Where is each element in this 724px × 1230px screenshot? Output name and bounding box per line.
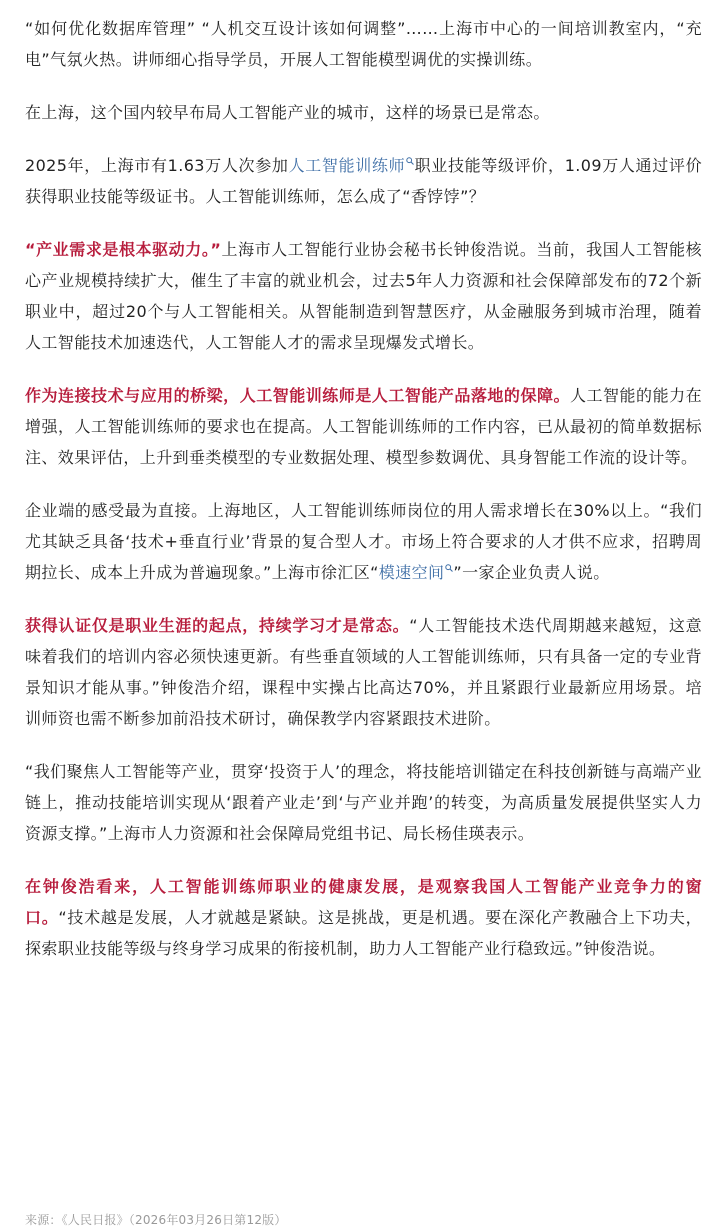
paragraph-3-text-before: 2025年，上海市有1.63万人次参加 (25, 156, 289, 175)
paragraph-7-text: “人工智能技术迭代周期越来越短，这意味着我们的培训内容必须快速更新。有些垂直领域的人工智能训练师，只有具备一定的专业背景知识才能从事。”钟俊浩介绍，课程中实操占比高达70%，并且紧跟行业最新应用场景。培训师资也需不断参加前沿技术研讨，确保教学内容紧跟技术进阶。 (25, 616, 702, 728)
highlight-subheading: 在钟俊浩看来，人工智能训练师职业的健康发展，是观察我国人工智能产业竞争力的窗口。 (25, 877, 702, 927)
paragraph-6-text-before: 企业端的感受最为直接。上海地区，人工智能训练师岗位的用人需求增长在30%以上。“我们尤其缺乏具备‘技术+垂直行业’背景的复合型人才。市场上符合要求的人才供不应求，招聘周期拉长、成本上升成为普遍现象。”上海市徐汇区“ (25, 501, 702, 582)
paragraph-4-text: 上海市人工智能行业协会秘书长钟俊浩说。当前，我国人工智能核心产业规模持续扩大，催生了丰富的就业机会，过去5年人力资源和社会保障部发布的72个新职业中，超过20个与人工智能相关。从智能制造到智慧医疗，从金融服务到城市治理，随着人工智能技术加速迭代，人工智能人才的需求呈现爆发式增长。 (25, 240, 702, 352)
paragraph-1: “如何优化数据库管理” “人机交互设计该如何调整”……上海市中心的一间培训教室内，“充电”气氛火热。讲师细心指导学员，开展人工智能模型调优的实操训练。 (25, 19, 702, 69)
paragraph-3-text-after: 职业技能等级评价，1.09万人通过评价获得职业技能等级证书。人工智能训练师，怎么成了“香饽饽”？ (25, 156, 702, 206)
paragraph-8: “我们聚焦人工智能等产业，贯穿‘投资于人’的理念，将技能培训锚定在科技创新链与高端产业链上，推动技能培训实现从‘跟着产业走’到‘与产业并跑’的转变，为高质量发展提供坚实人力资源支撑。”上海市人力资源和社会保障局党组书记、局长杨佳瑛表示。 (25, 762, 702, 843)
paragraph-5-text: 人工智能的能力在增强，人工智能训练师的要求也在提高。人工智能训练师的工作内容，已从最初的简单数据标注、效果评估，上升到垂类模型的专业数据处理、模型参数调优、具身智能工作流的设计等。 (25, 386, 703, 467)
highlight-subheading: 作为连接技术与应用的桥梁，人工智能训练师是人工智能产品落地的保障。 (25, 386, 570, 405)
highlight-quote: “产业需求是根本驱动力。” (25, 240, 222, 259)
keyword-link-label[interactable]: 人工智能训练师 (288, 156, 406, 175)
paragraph-9-text: “技术越是发展，人才就越是紧缺。这是挑战，更是机遇。要在深化产教融合上下功夫，探索职业技能等级与终身学习成果的衔接机制，助力人工智能产业行稳致远。”钟俊浩说。 (25, 908, 702, 958)
paragraph-9 (25, 871, 702, 964)
paragraph-6 (25, 495, 702, 588)
highlight-subheading: 获得认证仅是职业生涯的起点，持续学习才是常态。 (25, 616, 410, 635)
paragraph-2: 在上海，这个国内较早布局人工智能产业的城市，这样的场景已是常态。 (25, 103, 550, 122)
paragraph-5 (25, 380, 702, 473)
article-source: 来源：《人民日报》（2026年03月26日第12版） (25, 1213, 287, 1227)
paragraph-7 (25, 610, 702, 734)
article-body (25, 13, 702, 986)
keyword-link-mosu-space[interactable] (379, 563, 454, 582)
paragraph-6-text-after: ”一家企业负责人说。 (453, 563, 610, 582)
paragraph-3 (25, 150, 702, 212)
paragraph-4 (25, 234, 702, 358)
keyword-link-ai-trainer[interactable] (289, 156, 415, 175)
keyword-link-label[interactable]: 模速空间 (378, 563, 445, 582)
